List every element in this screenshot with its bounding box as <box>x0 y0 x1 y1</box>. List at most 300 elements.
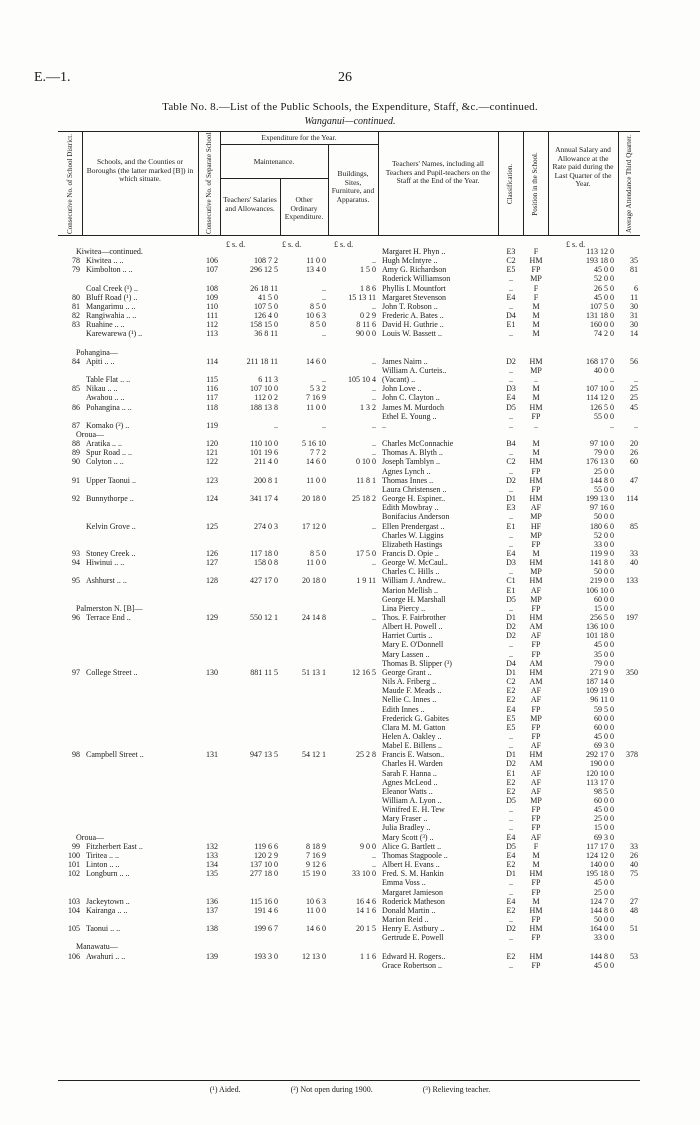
buildings-value: .. <box>372 613 376 622</box>
position-value: HM <box>529 750 543 760</box>
teacher-name: Ellen Prendergast .. <box>382 521 445 531</box>
position-value: AF <box>530 777 542 787</box>
salary-value: 55 0 0 <box>594 484 614 494</box>
position-value: HM <box>529 356 543 366</box>
salary-value: 55 0 0 <box>594 411 614 421</box>
attendance-value: 40 <box>630 558 638 568</box>
salaries-value: 126 4 0 <box>254 311 278 321</box>
salary-value: 120 10 0 <box>586 768 614 778</box>
teacher-name: Margaret H. Phyn .. <box>382 247 446 256</box>
school-name: Colyton .. .. <box>86 457 124 467</box>
teacher-name: Donald Martin .. <box>382 905 436 915</box>
position-value: HM <box>529 457 543 467</box>
salary-value: 45 0 0 <box>594 292 614 302</box>
teacher-name: Phyllis I. Mountfort <box>382 283 446 293</box>
table-row <box>58 265 640 274</box>
classification-value: .. <box>509 274 513 284</box>
school-name: Kiwitea .. .. <box>86 256 124 266</box>
other-value: 8 5 0 <box>310 320 326 330</box>
district-no: 103 <box>68 896 80 906</box>
header-district: Consecutive No. of School District. <box>66 134 74 234</box>
classification-value: E1 <box>506 320 516 330</box>
attendance-value: 81 <box>630 265 638 275</box>
position-value: F <box>533 283 539 293</box>
table-row <box>58 302 640 311</box>
bottom-rule <box>58 1080 640 1081</box>
classification-value: C1 <box>506 576 516 586</box>
position-value: MP <box>530 365 542 375</box>
district-no: 98 <box>72 750 80 760</box>
school-name: Oroua— <box>76 430 104 439</box>
table-row <box>58 860 640 869</box>
school-no: 123 <box>206 475 218 485</box>
district-no: 79 <box>72 265 80 275</box>
table-row <box>58 604 640 613</box>
salary-value: 74 2 0 <box>594 329 614 339</box>
buildings-value: .. <box>372 393 376 403</box>
buildings-value: .. <box>372 301 376 311</box>
table-row <box>58 952 640 961</box>
salary-value: 126 5 0 <box>590 402 614 412</box>
school-no: 137 <box>206 905 218 915</box>
position-value: FP <box>531 823 541 833</box>
classification-value: E4 <box>506 832 516 842</box>
salary-value: 107 5 0 <box>590 301 614 311</box>
units-salaries: £ s. d. <box>226 240 246 249</box>
school-no: 130 <box>206 667 218 677</box>
buildings-value: .. <box>372 384 376 394</box>
teacher-name: George W. McCaul.. <box>382 558 448 568</box>
table-row <box>58 512 640 521</box>
header-classification: Classification. <box>506 163 514 205</box>
salaries-value: 158 0 8 <box>254 558 278 568</box>
table-row <box>58 439 640 448</box>
salary-value: 124 7 0 <box>590 896 614 906</box>
attendance-value: 11 <box>630 292 638 302</box>
teacher-name: Laura Christensen .. <box>382 484 447 494</box>
salaries-value: 211 18 11 <box>246 356 278 366</box>
district-no: 102 <box>68 869 80 879</box>
footnote: (²) Not open during 1900. <box>290 1085 373 1094</box>
classification-value: .. <box>509 914 513 924</box>
school-no: 133 <box>206 850 218 860</box>
table-row <box>58 412 640 421</box>
district-no: 87 <box>72 420 80 430</box>
teacher-name: George H. Espiner.. <box>382 494 446 504</box>
position-value: FP <box>531 466 541 476</box>
buildings-value: 0 10 0 <box>356 457 376 467</box>
position-value: FP <box>531 814 541 824</box>
school-no: 129 <box>206 613 218 622</box>
col-divider <box>523 132 524 235</box>
classification-value: .. <box>509 420 513 430</box>
salaries-value: 110 10 0 <box>250 439 278 449</box>
salaries-value: 41 5 0 <box>258 292 278 302</box>
position-value: FP <box>531 265 541 275</box>
classification-value: .. <box>509 933 513 943</box>
attendance-value: 51 <box>630 924 638 934</box>
row-divider <box>220 178 328 179</box>
classification-value: E4 <box>506 704 516 714</box>
position-value: AF <box>530 695 542 705</box>
classification-value: D2 <box>506 622 516 632</box>
other-value: 5 16 10 <box>302 439 326 449</box>
table-row <box>58 686 640 695</box>
buildings-value: 105 10 4 <box>348 375 376 385</box>
salary-value: 45 0 0 <box>594 640 614 650</box>
teacher-name: James M. Murdoch <box>382 402 444 412</box>
school-no: 109 <box>206 292 218 302</box>
teacher-name: Albert H. Powell .. <box>382 622 443 632</box>
teacher-name: Margaret Stevenson <box>382 292 447 302</box>
buildings-value: 1 9 11 <box>356 576 376 586</box>
table-row <box>58 823 640 832</box>
classification-value: D1 <box>506 750 516 760</box>
classification-value: D5 <box>506 594 516 604</box>
col-divider <box>198 132 199 235</box>
attendance-value: 33 <box>630 548 638 558</box>
school-name: Bunnythorpe .. <box>86 494 134 504</box>
salary-value: 33 0 0 <box>594 539 614 549</box>
teacher-name: Roderick Williamson <box>382 274 451 284</box>
position-value: F <box>533 247 539 256</box>
table-row <box>58 732 640 741</box>
table-row <box>58 759 640 768</box>
table-row <box>58 274 640 283</box>
school-name: Awahuri .. .. <box>86 951 126 961</box>
buildings-value: 17 5 0 <box>356 548 376 558</box>
district-no: 94 <box>72 558 80 568</box>
other-value: 11 0 0 <box>306 475 326 485</box>
salaries-value: 341 17 4 <box>250 494 278 504</box>
col-divider <box>328 144 329 235</box>
units-other: £ s. d. <box>282 240 302 249</box>
position-value: FP <box>531 805 541 815</box>
salaries-value: 26 18 11 <box>250 283 278 293</box>
other-value: 11 0 0 <box>306 402 326 412</box>
position-value: HM <box>529 905 543 915</box>
buildings-value: .. <box>372 860 376 870</box>
teacher-name: Hugh McIntyre .. <box>382 256 438 266</box>
classification-value: D2 <box>506 356 516 366</box>
teacher-name: Thomas A. Blyth .. <box>382 448 443 458</box>
table-row <box>58 329 640 338</box>
classification-value: B4 <box>506 439 516 449</box>
salaries-value: 550 12 1 <box>250 613 278 622</box>
salaries-value: 101 19 6 <box>250 448 278 458</box>
col-divider <box>378 132 379 235</box>
position-value: HM <box>529 256 543 266</box>
classification-value: .. <box>509 567 513 577</box>
attendance-value: 75 <box>630 869 638 879</box>
teacher-name: Margaret Jamieson <box>382 887 443 897</box>
school-name: Ruahine .. .. <box>86 320 125 330</box>
classification-value: .. <box>509 512 513 522</box>
table-row <box>58 668 640 677</box>
salary-value: 50 0 0 <box>594 567 614 577</box>
salary-value: 164 0 0 <box>590 924 614 934</box>
table-subtitle: Wanganui—continued. <box>304 116 396 127</box>
school-no: 110 <box>206 301 218 311</box>
classification-value: .. <box>509 823 513 833</box>
table-row <box>58 549 640 558</box>
school-name: Komako (²) .. <box>86 420 130 430</box>
salary-value: 25 0 0 <box>594 466 614 476</box>
header-buildings: Buildings, Sites, Furniture, and Apparatus. <box>331 169 375 204</box>
teacher-name: Amy G. Richardson <box>382 265 447 275</box>
buildings-value: 33 10 0 <box>352 869 376 879</box>
header-consec-school: Consecutive No. of Separate School. <box>205 130 213 234</box>
position-value: AF <box>530 786 542 796</box>
teacher-name: Mary Lassen .. <box>382 649 430 659</box>
table-row <box>58 650 640 659</box>
teacher-name: Charles W. Liggins <box>382 530 444 540</box>
table-row <box>58 613 640 622</box>
teacher-name: Agnes Lynch .. <box>382 466 431 476</box>
table-row <box>58 677 640 686</box>
teacher-name: Henry E. Astbury .. <box>382 924 445 934</box>
salary-value: 199 13 0 <box>586 494 614 504</box>
document-reference: E.—1. <box>34 70 71 85</box>
table-row <box>58 714 640 723</box>
header-schools: Schools, and the Counties or Boroughs (the latter marked [B]) in which situate. <box>86 157 194 183</box>
teacher-name: Helen A. Oakley .. <box>382 731 442 741</box>
header-expenditure: Expenditure for the Year. <box>261 133 337 142</box>
teacher-name: Louis W. Bassett .. <box>382 329 443 339</box>
teacher-name: (Vacant) .. <box>382 375 416 385</box>
salaries-value: 188 13 8 <box>250 402 278 412</box>
salary-value: 271 9 0 <box>590 667 614 677</box>
other-value: 8 18 9 <box>306 841 326 851</box>
table-row <box>58 796 640 805</box>
table-row <box>58 247 640 256</box>
attendance-value: 26 <box>630 448 638 458</box>
school-no: 115 <box>206 375 218 385</box>
school-name: Kairanga .. .. <box>86 905 128 915</box>
classification-value: E2 <box>506 951 516 961</box>
school-name: Aratika .. .. <box>86 439 122 449</box>
position-value: MP <box>530 530 542 540</box>
header-position: Position in the School. <box>531 152 539 216</box>
classification-value: E2 <box>506 695 516 705</box>
salary-value: 136 10 0 <box>586 622 614 632</box>
salary-value: 96 11 0 <box>590 695 614 705</box>
salary-value: 60 0 0 <box>594 796 614 805</box>
classification-value: D2 <box>506 631 516 641</box>
table-row <box>58 393 640 402</box>
page-number: 26 <box>338 70 352 85</box>
school-no: 122 <box>206 457 218 467</box>
table-row <box>58 503 640 512</box>
district-no: 95 <box>72 576 80 586</box>
salary-value: 45 0 0 <box>594 731 614 741</box>
header-salaries: Teachers' Salaries and Allowances. <box>223 195 277 213</box>
salaries-value: 947 13 5 <box>250 750 278 760</box>
school-no: 127 <box>206 558 218 568</box>
school-no: 125 <box>206 521 218 531</box>
classification-value: .. <box>509 649 513 659</box>
position-value: M <box>532 320 540 330</box>
salary-value: 176 13 0 <box>586 457 614 467</box>
teacher-name: Nellie C. Innes .. <box>382 695 437 705</box>
position-value: AF <box>530 503 542 513</box>
teacher-name: Maude F. Meads .. <box>382 686 442 696</box>
school-name: Ashhurst .. .. <box>86 576 127 586</box>
salary-value: 98 5 0 <box>594 786 614 796</box>
other-value: 9 12 6 <box>306 860 326 870</box>
table-row <box>58 878 640 887</box>
attendance-value: 30 <box>630 320 638 330</box>
position-value: FP <box>531 878 541 888</box>
position-value: FP <box>531 640 541 650</box>
salary-value: 45 0 0 <box>594 878 614 888</box>
school-name: Nikau .. .. <box>86 384 118 394</box>
col-divider <box>548 132 549 235</box>
salary-value: 107 10 0 <box>586 384 614 394</box>
salary-value: 168 17 0 <box>586 356 614 366</box>
salaries-value: 107 5 0 <box>254 301 278 311</box>
table-row <box>58 522 640 531</box>
table-row <box>58 357 640 366</box>
col-divider <box>82 132 83 235</box>
school-name: Pohangina— <box>76 347 118 357</box>
position-value: M <box>532 393 540 403</box>
footnote: (³) Relieving teacher. <box>422 1085 491 1094</box>
table-row <box>58 906 640 915</box>
position-value: FP <box>531 539 541 549</box>
school-no: 138 <box>206 924 218 934</box>
classification-value: .. <box>509 814 513 824</box>
classification-value: .. <box>509 640 513 650</box>
position-value: M <box>532 301 540 311</box>
school-name: Mangarimu .. .. <box>86 301 136 311</box>
buildings-value: 8 11 6 <box>356 320 376 330</box>
attendance-value: 378 <box>626 750 638 760</box>
buildings-value: .. <box>372 356 376 366</box>
salaries-value: 137 10 0 <box>250 860 278 870</box>
teacher-name: Thomas Innes .. <box>382 475 434 485</box>
classification-value: C2 <box>506 677 516 687</box>
table-row <box>58 814 640 823</box>
school-no: 117 <box>206 393 218 403</box>
table-row <box>58 448 640 457</box>
salary-value: 141 8 0 <box>590 558 614 568</box>
buildings-value: .. <box>372 420 376 430</box>
salaries-value: 112 0 2 <box>254 393 278 403</box>
table-row <box>58 567 640 576</box>
teacher-name: Clara M. M. Gatton <box>382 722 446 732</box>
table-row <box>58 421 640 430</box>
position-value: M <box>532 850 540 860</box>
salary-value: 219 0 0 <box>590 576 614 586</box>
salary-value: 15 0 0 <box>594 823 614 833</box>
position-value: HM <box>529 869 543 879</box>
school-no: 118 <box>206 402 218 412</box>
classification-value: .. <box>509 411 513 421</box>
classification-value: E4 <box>506 850 516 860</box>
teacher-name: Roderick Matheson <box>382 896 445 906</box>
classification-value: D4 <box>506 658 516 668</box>
salary-value: 15 0 0 <box>594 603 614 613</box>
salaries-value: 881 11 5 <box>250 667 278 677</box>
other-value: 8 5 0 <box>310 301 326 311</box>
salaries-value: 117 18 0 <box>250 548 278 558</box>
other-value: 15 19 0 <box>302 869 326 879</box>
district-no: 89 <box>72 448 80 458</box>
other-value: 14 6 0 <box>306 924 326 934</box>
position-value: AM <box>529 759 543 769</box>
position-value: HF <box>530 521 542 531</box>
buildings-value: 1 1 6 <box>360 951 376 961</box>
district-no: 88 <box>72 439 80 449</box>
table-row <box>58 476 640 485</box>
salaries-value: 36 8 11 <box>254 329 278 339</box>
school-name: Tiritea .. .. <box>86 850 120 860</box>
school-name: Bluff Road (¹) .. <box>86 292 138 302</box>
buildings-value: 1 3 2 <box>360 402 376 412</box>
school-no: 121 <box>206 448 218 458</box>
attendance-value: 6 <box>634 283 638 293</box>
buildings-value: 1 5 0 <box>360 265 376 275</box>
school-no: 135 <box>206 869 218 879</box>
school-no: 136 <box>206 896 218 906</box>
units-buildings: £ s. d. <box>334 240 354 249</box>
salaries-value: 158 15 0 <box>250 320 278 330</box>
teacher-name: Frederick G. Gabites <box>382 713 449 723</box>
school-no: 132 <box>206 841 218 851</box>
classification-value: E3 <box>506 503 516 513</box>
table-row <box>58 586 640 595</box>
classification-value: D1 <box>506 869 516 879</box>
attendance-value: .. <box>634 375 638 385</box>
school-no: 112 <box>206 320 218 330</box>
table-row <box>58 915 640 924</box>
school-name: Manawatu— <box>76 942 118 952</box>
school-name: Fitzherbert East .. <box>86 841 143 851</box>
table-row <box>58 750 640 759</box>
teacher-name: Harriet Curtis .. <box>382 631 433 641</box>
district-no: 86 <box>72 402 80 412</box>
district-no: 93 <box>72 548 80 558</box>
salary-value: 193 18 0 <box>586 256 614 266</box>
attendance-value: 27 <box>630 896 638 906</box>
table-row <box>58 705 640 714</box>
attendance-value: 85 <box>630 521 638 531</box>
salaries-value: 6 11 3 <box>258 375 278 385</box>
units-salary: £ s. d. <box>566 240 586 249</box>
district-no: 105 <box>68 924 80 934</box>
classification-value: .. <box>509 283 513 293</box>
classification-value: .. <box>509 539 513 549</box>
classification-value: .. <box>509 365 513 375</box>
position-value: AF <box>530 832 542 842</box>
salary-value: 113 17 0 <box>586 777 614 787</box>
classification-value: .. <box>509 960 513 970</box>
other-value: 51 13 1 <box>302 667 326 677</box>
teacher-name: Lina Piercy .. <box>382 603 426 613</box>
attendance-value: 114 <box>626 494 638 504</box>
teacher-name: Marion Mellish .. <box>382 585 438 595</box>
position-value: FP <box>531 484 541 494</box>
position-value: FP <box>531 411 541 421</box>
salary-value: 45 0 0 <box>594 265 614 275</box>
attendance-value: 48 <box>630 905 638 915</box>
school-name: Upper Taonui .. <box>86 475 136 485</box>
school-no: 124 <box>206 494 218 504</box>
position-value: FP <box>531 933 541 943</box>
buildings-value: .. <box>372 850 376 860</box>
buildings-value: 11 8 1 <box>356 475 376 485</box>
